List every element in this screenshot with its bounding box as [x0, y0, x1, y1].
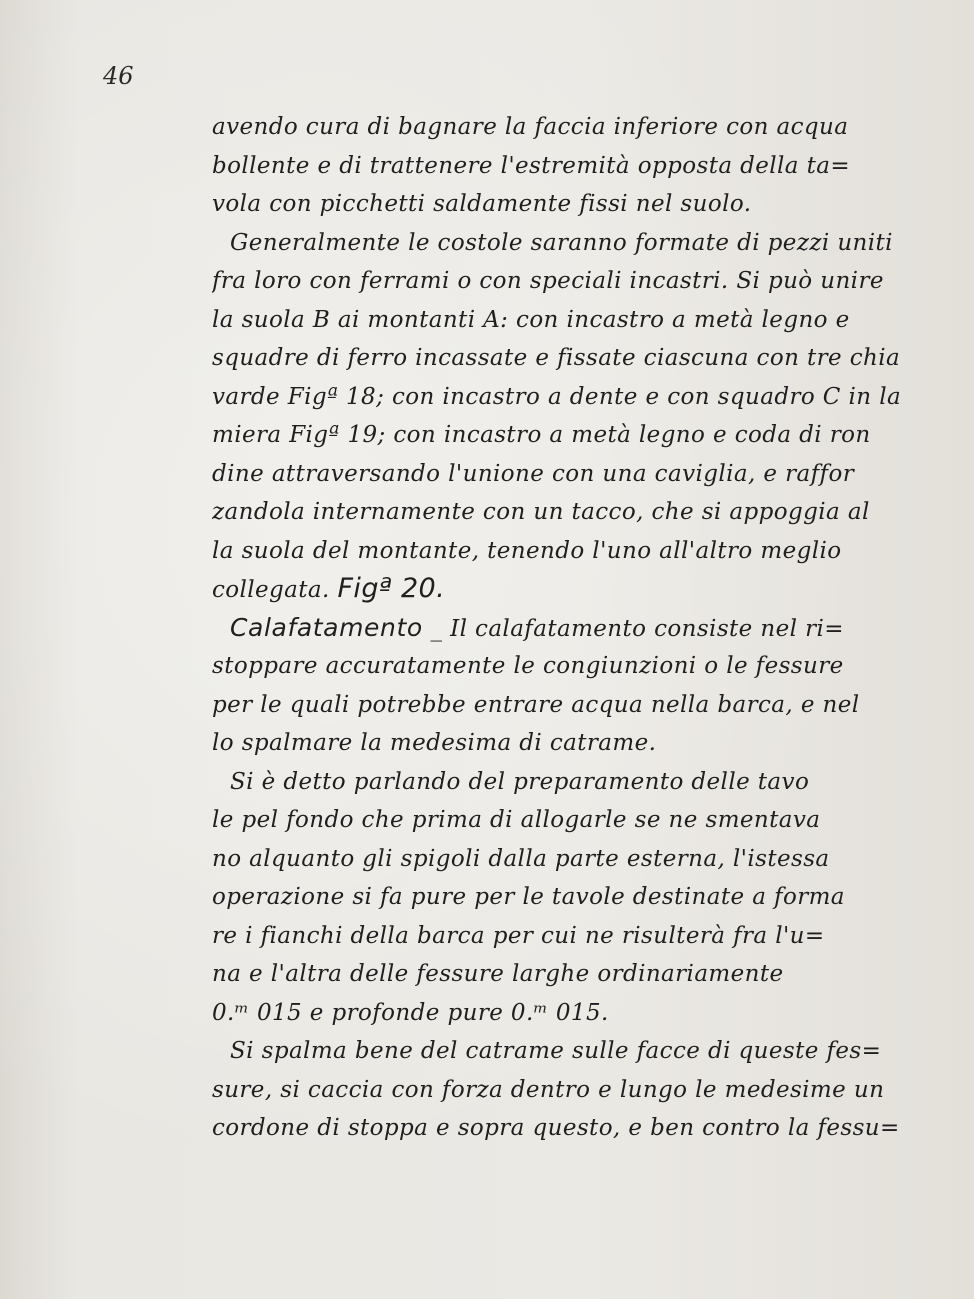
text-line: 0.ᵐ 015 e profonde pure 0.ᵐ 015.	[212, 999, 609, 1026]
text-line: sure, si caccia con forza dentro e lungo le medesime un	[212, 1076, 885, 1103]
text-line: Generalmente le costole saranno formate di pezzi uniti	[230, 229, 893, 256]
text-line: Si spalma bene del catrame sulle facce di queste fes=	[230, 1038, 882, 1064]
text-line: na e l'altra delle fessure larghe ordinariamente	[212, 961, 784, 987]
text-line: avendo cura di bagnare la faccia inferiore con acqua	[212, 114, 849, 140]
text-line: la suola B ai montanti A: con incastro a metà legno e	[212, 306, 850, 333]
text-line: no alquanto gli spigoli dalla parte esterna, l'istessa	[212, 845, 830, 872]
text-line: re i fianchi della barca per cui ne risulterà fra l'u=	[212, 922, 825, 949]
handwritten-text-block	[212, 108, 942, 1148]
text-line: vola con picchetti saldamente fissi nel suolo.	[212, 191, 752, 217]
text-line: cordone di stoppa e sopra questo, e ben contro la fessu=	[212, 1115, 900, 1141]
figure-reference: Figª 20.	[337, 573, 446, 604]
text-line: dine attraversando l'unione con una caviglia, e raffor	[212, 460, 855, 487]
section-heading: Calafatamento	[230, 612, 423, 642]
text-line: collegata. Figª 20.	[212, 573, 446, 604]
text-line: miera Figª 19; con incastro a metà legno e coda di ron	[212, 422, 871, 448]
text-line: le pel fondo che prima di allogarle se ne smentava	[212, 807, 821, 833]
text-line: bollente e di trattenere l'estremità opposta della ta=	[212, 152, 851, 179]
text-line: operazione si fa pure per le tavole destinate a forma	[212, 884, 845, 910]
page-number: 46	[103, 62, 134, 90]
text-line: per le quali potrebbe entrare acqua nella barca, e nel	[212, 691, 860, 718]
section-heading-line: Calafatamento _ Il calafatamento consiste nel ri=	[230, 612, 844, 642]
text-line: zandola internamente con un tacco, che si appoggia al	[212, 499, 870, 525]
text-line: lo spalmare la medesima di catrame.	[212, 730, 657, 756]
text-line: la suola del montante, tenendo l'uno all'altro meglio	[212, 537, 842, 564]
text-line: fra loro con ferrami o con speciali incastri. Si può unire	[212, 268, 884, 294]
text-line: squadre di ferro incassate e fissate ciascuna con tre chia	[212, 345, 901, 371]
text-line: Si è detto parlando del preparamento delle tavo	[230, 768, 810, 795]
text-line: varde Figª 18; con incastro a dente e con squadro C in la	[212, 383, 902, 410]
text-line: stoppare accuratamente le congiunzioni o le fessure	[212, 653, 844, 679]
